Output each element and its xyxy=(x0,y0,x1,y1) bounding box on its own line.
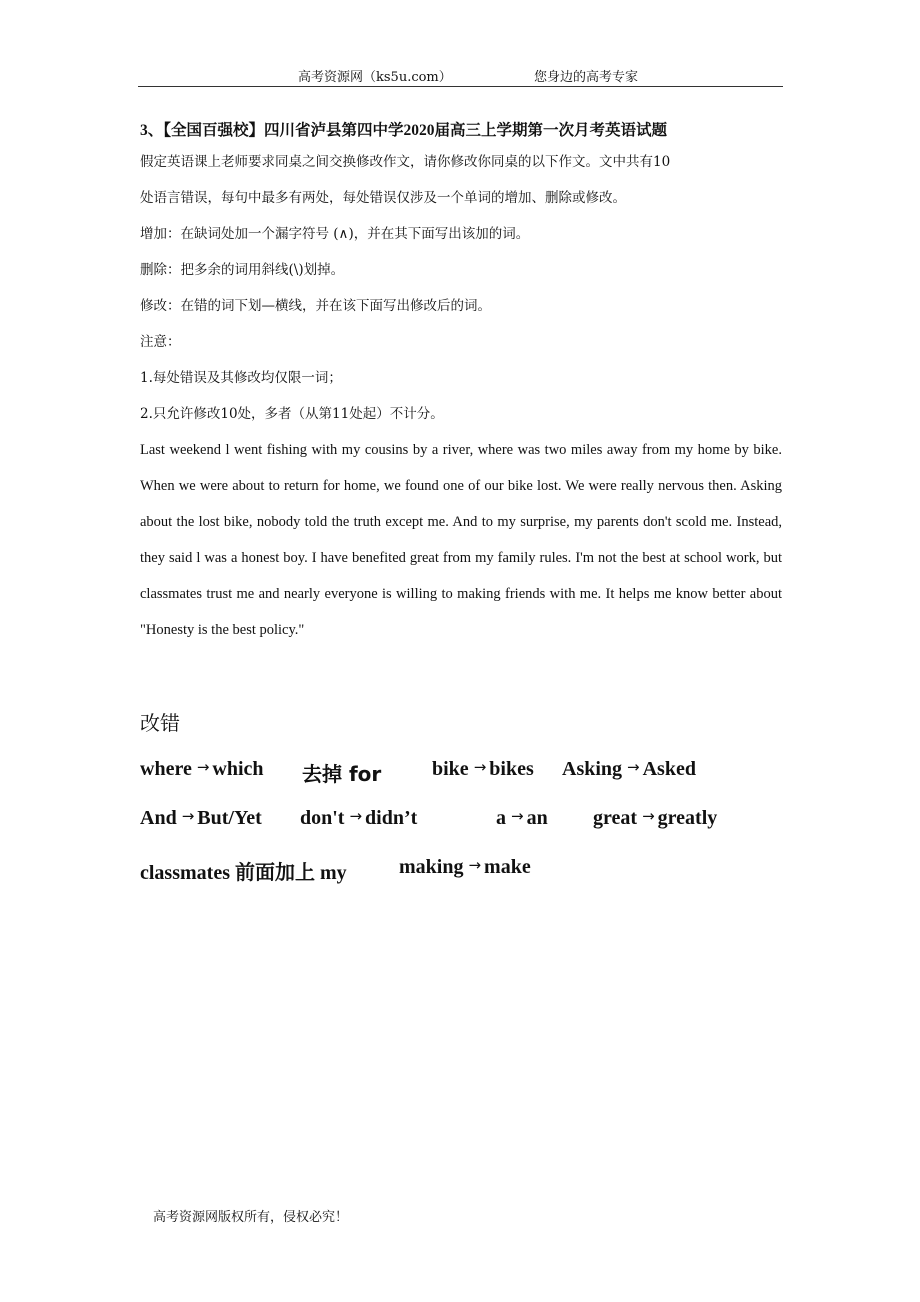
correction-great xyxy=(593,807,717,830)
correction-to: an xyxy=(526,807,548,829)
correction-asking xyxy=(562,758,696,781)
instruction-line: 删除：把多余的词用斜线(\)划掉。 xyxy=(140,262,345,278)
page-header xyxy=(138,64,783,87)
correction-dont xyxy=(300,807,417,830)
correction-to: But/Yet xyxy=(197,807,262,829)
correction-making xyxy=(399,856,531,879)
correction-note: 前面加上 xyxy=(234,860,315,884)
header-site-name: 高考资源网（ks5u.com） xyxy=(298,70,452,85)
correction-word: classmates xyxy=(140,862,230,884)
question-title: 3、【全国百强校】四川省泸县第四中学2020届高三上学期第一次月考英语试题 xyxy=(140,122,668,139)
arrow-icon: → xyxy=(642,807,655,825)
correction-and xyxy=(140,807,262,830)
instruction-line: 假定英语课上老师要求同桌之间交换修改作文，请你修改你同桌的以下作文。文中共有10 xyxy=(140,154,671,170)
instruction-line: 1.每处错误及其修改均仅限一词； xyxy=(140,370,342,386)
correction-to: Asked xyxy=(642,758,696,780)
answer-heading: 改错 xyxy=(140,711,180,735)
correction-bike xyxy=(432,758,534,781)
correction-from: great xyxy=(593,807,638,829)
correction-from: don't xyxy=(300,807,345,829)
header-slogan: 您身边的高考专家 xyxy=(534,70,639,85)
correction-add-my xyxy=(140,856,347,885)
answer-row-1 xyxy=(140,758,790,785)
correction-from: Asking xyxy=(562,758,623,780)
page-footer: 高考资源网版权所有，侵权必究！ xyxy=(153,1210,349,1225)
arrow-icon: → xyxy=(468,856,482,874)
answer-row-2 xyxy=(140,807,790,834)
answer-row-3 xyxy=(140,856,790,883)
correction-to: make xyxy=(484,856,531,878)
arrow-icon: → xyxy=(627,758,640,776)
arrow-icon: → xyxy=(349,807,363,825)
arrow-icon: → xyxy=(473,758,487,776)
correction-to: which xyxy=(212,758,264,780)
correction-to: bikes xyxy=(489,758,534,780)
correction-from: where xyxy=(140,758,192,780)
instruction-line: 增加：在缺词处加一个漏字符号 (∧)，并在其下面写出该加的词。 xyxy=(140,226,530,242)
correction-from: making xyxy=(399,856,464,878)
correction-remove-for: 去掉 for xyxy=(302,762,382,786)
instruction-line: 注意： xyxy=(140,334,181,350)
correction-to: my xyxy=(319,862,347,884)
instruction-line: 修改：在错的词下划—横线，并在该下面写出修改后的词。 xyxy=(140,298,491,314)
essay-passage: Last weekend l went fishing with my cousins by a river, where was two miles away from my home by bike. When we were about to return for home, we found one of our bike lost. We were really nervous then. Asking about the lost bike, nobody told the truth except me. And to my surprise, my parents don't scold me. Instead, they said l was a honest boy. I have benefited great from my family rules. I'm not the best at school work, but classmates trust me and nearly everyone is willing to making friends with me. It helps me know better about "Honesty is the best policy." xyxy=(140,442,782,638)
instruction-line: 2.只允许修改10处，多者（从第11处起）不计分。 xyxy=(140,406,444,422)
arrow-icon: → xyxy=(196,758,210,776)
arrow-icon: → xyxy=(181,807,195,825)
correction-from: a xyxy=(496,807,506,829)
correction-where xyxy=(140,758,264,781)
instruction-line: 处语言错误，每句中最多有两处，每处错误仅涉及一个单词的增加、删除或修改。 xyxy=(140,190,626,206)
document-body xyxy=(140,118,790,883)
correction-from: And xyxy=(140,807,177,829)
correction-from: bike xyxy=(432,758,469,780)
correction-a xyxy=(496,807,548,830)
correction-to: greatly xyxy=(657,807,718,829)
arrow-icon: → xyxy=(511,807,524,825)
correction-to: didn’t xyxy=(365,807,418,829)
